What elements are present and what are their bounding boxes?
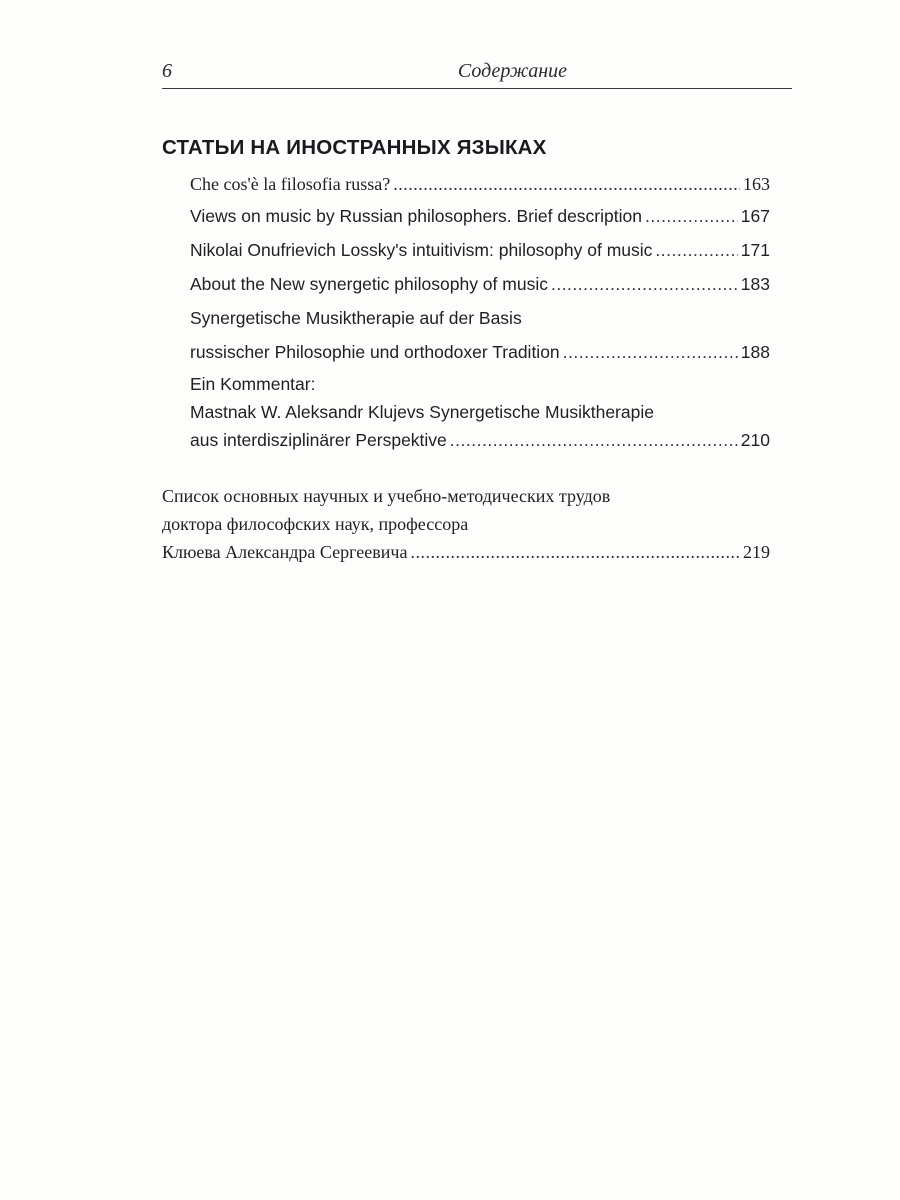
toc-entry[interactable] xyxy=(190,174,770,195)
header-rule xyxy=(162,88,792,89)
page-number: 6 xyxy=(162,60,172,82)
leader-dots xyxy=(645,206,738,227)
leader-dots xyxy=(655,240,737,261)
toc-entry-page: 167 xyxy=(740,206,770,226)
toc-entry-title: Views on music by Russian philosophers. Brief description xyxy=(190,206,642,226)
toc-entry-title: Che cos'è la filosofia russa? xyxy=(190,174,391,194)
toc-entry-title: About the New synergetic philosophy of music xyxy=(190,274,548,294)
toc-entry-line: Synergetische Musiktherapie auf der Basis xyxy=(190,308,522,328)
toc-entry-title: aus interdisziplinärer Perspektive xyxy=(190,430,447,450)
toc-entry[interactable] xyxy=(190,206,770,227)
toc-entry-title: Клюева Александра Сергеевича xyxy=(162,542,408,562)
leader-dots xyxy=(393,174,740,195)
toc-entry-page: 163 xyxy=(743,174,770,194)
leader-dots xyxy=(563,342,738,363)
toc-entry[interactable] xyxy=(190,274,770,295)
running-head xyxy=(162,58,792,88)
toc-entry[interactable] xyxy=(190,430,770,451)
toc-entry-page: 188 xyxy=(740,342,770,362)
toc-entry-page: 171 xyxy=(740,240,770,260)
bibliography-line: Список основных научных и учебно-методических трудов xyxy=(162,486,611,506)
section-heading: СТАТЬИ НА ИНОСТРАННЫХ ЯЗЫКАХ xyxy=(162,136,547,159)
leader-dots xyxy=(410,542,740,563)
toc-entry-title: russischer Philosophie und orthodoxer Tradition xyxy=(190,342,560,362)
toc-entry[interactable] xyxy=(190,240,770,261)
toc-entry[interactable] xyxy=(190,342,770,363)
toc-entry-page: 219 xyxy=(743,542,770,562)
leader-dots xyxy=(450,430,738,451)
toc-entry-page: 210 xyxy=(740,430,770,450)
bibliography-line: доктора философских наук, профессора xyxy=(162,514,469,534)
leader-dots xyxy=(551,274,738,295)
running-title: Содержание xyxy=(457,60,567,82)
toc-entry-title: Nikolai Onufrievich Lossky's intuitivism: philosophy of music xyxy=(190,240,653,260)
toc-entry-line: Mastnak W. Aleksandr Klujevs Synergetische Musiktherapie xyxy=(190,402,654,422)
toc-entry-line: Ein Kommentar: xyxy=(190,374,316,394)
bibliography-entry[interactable] xyxy=(162,542,770,563)
toc-entry-page: 183 xyxy=(740,274,770,294)
